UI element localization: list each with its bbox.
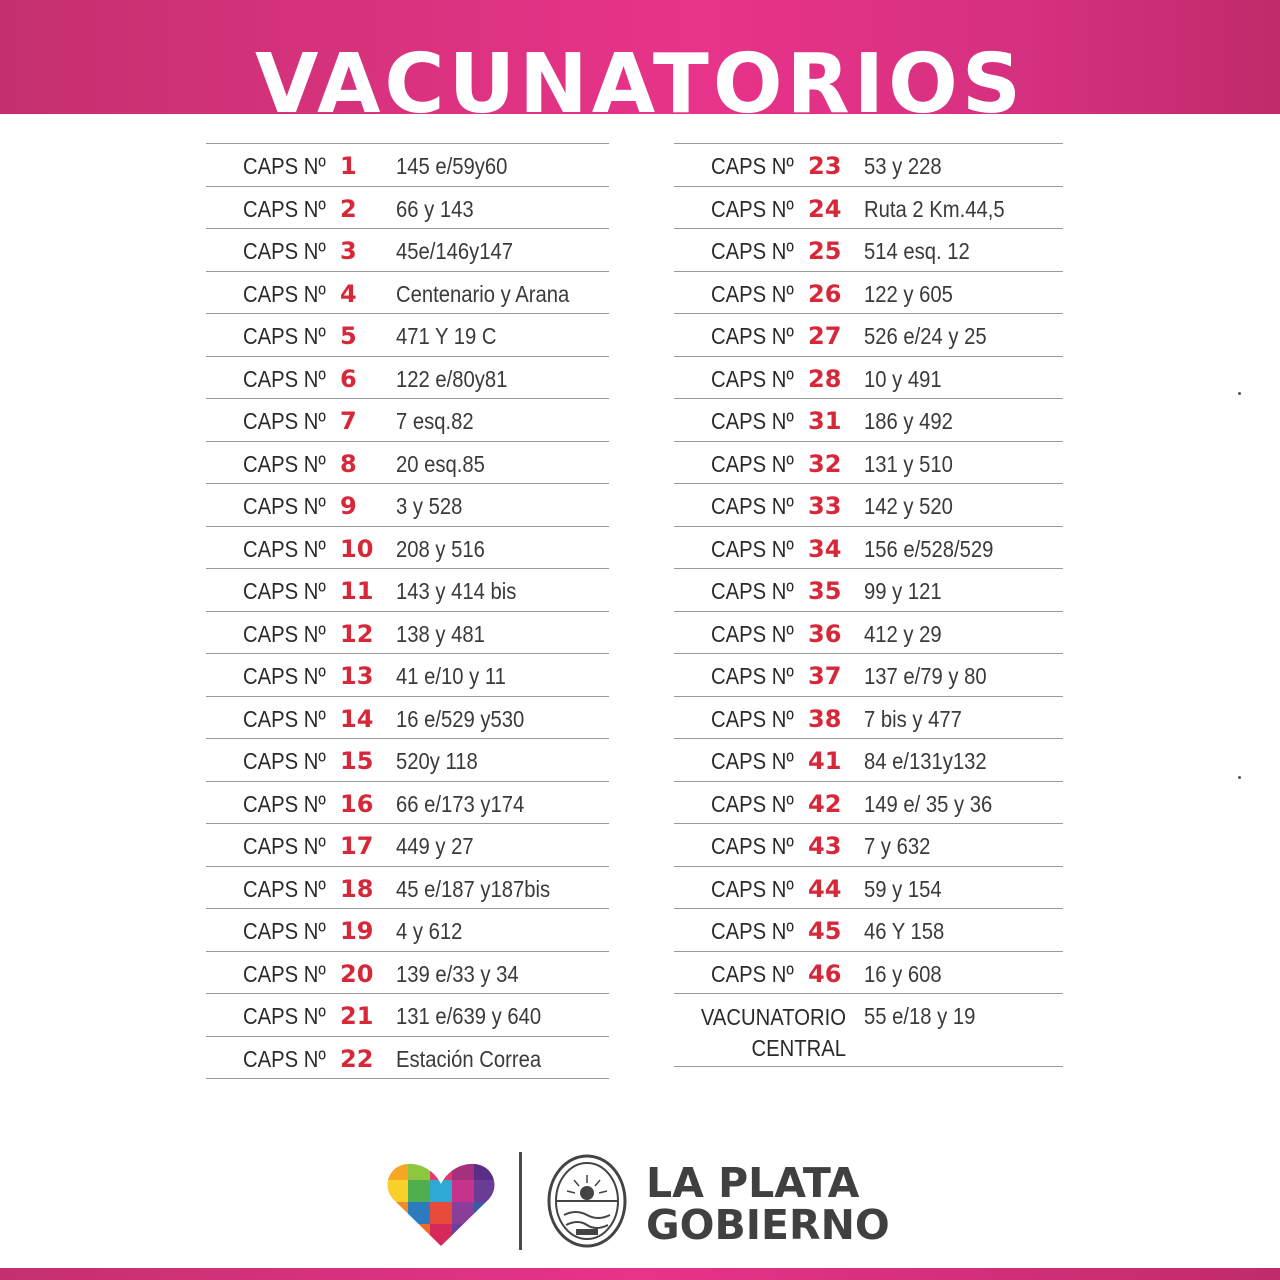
caps-number: 13 [340,662,374,690]
caps-number: 10 [340,534,374,563]
caps-address: 7 bis y 477 [864,705,962,732]
caps-label: CAPS Nº [711,238,794,264]
caps-address: 66 e/173 y174 [396,790,525,817]
caps-address: 514 esq. 12 [864,238,970,264]
list-item [206,612,609,655]
list-item [674,654,1063,697]
heart-logo-icon [386,1158,496,1248]
list-item [206,739,609,782]
caps-address: 149 e/ 35 y 36 [864,790,993,817]
list-item [674,867,1063,910]
right-column-list [674,143,1063,1067]
caps-label: CAPS Nº [243,280,326,307]
list-item [674,527,1063,570]
caps-number: 19 [340,917,374,945]
page-title: VACUNATORIOS [255,37,1025,114]
caps-label: CAPS Nº [243,833,326,859]
list-item [206,144,609,187]
list-item [674,824,1063,867]
list-item [206,314,609,357]
caps-address: 471 Y 19 C [396,323,497,349]
caps-address: Estación Correa [396,1045,542,1072]
list-item [674,484,1063,527]
caps-label: CAPS Nº [711,323,794,349]
caps-number: 11 [340,577,374,605]
caps-address: 66 y 143 [396,195,474,222]
caps-address: 449 y 27 [396,833,474,859]
caps-number: 12 [340,619,374,648]
left-column-list [206,143,609,1079]
caps-address: 16 e/529 y530 [396,705,525,732]
list-item [674,187,1063,230]
list-item [674,952,1063,995]
caps-address: 45e/146y147 [396,238,514,264]
list-item [206,229,609,272]
caps-address: Centenario y Arana [396,280,570,307]
list-item [206,1037,609,1080]
caps-number: 42 [808,789,842,818]
caps-number: 45 [808,917,842,945]
list-item [674,569,1063,612]
list-item [206,442,609,485]
caps-label: CAPS Nº [243,195,326,222]
list-item [206,697,609,740]
caps-address: 520y 118 [396,748,478,774]
brand-name [646,1159,890,1249]
caps-number: 7 [340,407,357,435]
list-item [674,314,1063,357]
caps-number: 41 [808,747,842,775]
caps-number: 8 [340,449,357,478]
list-item [206,399,609,442]
caps-address: 41 e/10 y 11 [396,663,506,689]
caps-label: CAPS Nº [243,493,326,519]
caps-number: 23 [808,152,842,180]
central-label [695,1002,846,1064]
caps-label: CAPS Nº [711,790,794,817]
central-label-line-2: CENTRAL [751,1035,846,1061]
caps-number: 32 [808,449,842,478]
caps-label: CAPS Nº [243,705,326,732]
caps-number: 2 [340,194,357,223]
caps-number: 37 [808,662,842,690]
list-item [674,357,1063,400]
list-item [206,484,609,527]
caps-address: 122 y 605 [864,280,953,307]
caps-address: 143 y 414 bis [396,578,517,604]
caps-label: CAPS Nº [243,238,326,264]
caps-number: 35 [808,577,842,605]
list-item-central [674,994,1063,1067]
caps-label: CAPS Nº [711,833,794,859]
caps-label: CAPS Nº [711,705,794,732]
caps-address: 46 Y 158 [864,918,945,944]
caps-number: 38 [808,704,842,733]
caps-label: CAPS Nº [711,578,794,604]
caps-address: 53 y 228 [864,153,942,179]
list-item [206,867,609,910]
caps-label: CAPS Nº [711,450,794,477]
caps-label: CAPS Nº [243,450,326,477]
caps-label: CAPS Nº [711,195,794,222]
caps-address: 3 y 528 [396,493,463,519]
list-item [674,272,1063,315]
caps-label: CAPS Nº [711,748,794,774]
caps-label: CAPS Nº [711,960,794,987]
caps-label: CAPS Nº [243,153,326,179]
caps-number: 5 [340,322,357,350]
caps-number: 21 [340,1002,374,1030]
caps-address: 208 y 516 [396,535,485,562]
caps-address: 186 y 492 [864,408,953,434]
logo-divider [519,1152,522,1250]
list-item [674,442,1063,485]
caps-address: 142 y 520 [864,493,953,519]
caps-address: 7 esq.82 [396,408,474,434]
caps-label: CAPS Nº [243,535,326,562]
caps-number: 46 [808,959,842,988]
caps-address: 16 y 608 [864,960,942,987]
caps-address: 59 y 154 [864,875,942,902]
list-item [674,144,1063,187]
header-banner [0,0,1280,114]
caps-label: CAPS Nº [711,620,794,647]
caps-address: 10 y 491 [864,365,942,392]
caps-number: 28 [808,364,842,393]
caps-label: CAPS Nº [243,1045,326,1072]
list-item [206,952,609,995]
caps-number: 43 [808,832,842,860]
caps-address: 131 e/639 y 640 [396,1003,542,1029]
caps-address: 526 e/24 y 25 [864,323,987,349]
list-item [674,229,1063,272]
caps-address: 84 e/131y132 [864,748,987,774]
list-item [206,527,609,570]
caps-label: CAPS Nº [711,493,794,519]
caps-label: CAPS Nº [243,1003,326,1029]
caps-label: CAPS Nº [711,535,794,562]
caps-address: 145 e/59y60 [396,153,508,179]
list-item [206,569,609,612]
caps-number: 33 [808,492,842,520]
list-item [674,697,1063,740]
caps-number: 27 [808,322,842,350]
central-label-line-1: VACUNATORIO [700,1004,846,1030]
caps-address: 156 e/528/529 [864,535,994,562]
caps-number: 24 [808,194,842,223]
stray-dot [1238,392,1241,395]
caps-number: 36 [808,619,842,648]
list-item [206,654,609,697]
footer-bar [0,1268,1280,1280]
caps-number: 3 [340,237,357,265]
caps-label: CAPS Nº [243,790,326,817]
caps-label: CAPS Nº [243,918,326,944]
caps-label: CAPS Nº [243,578,326,604]
la-plata-seal-icon [546,1153,628,1249]
brand-line-2: GOBIERNO [646,1201,890,1249]
stray-dot [1238,776,1241,779]
caps-label: CAPS Nº [711,280,794,307]
caps-address: Ruta 2 Km.44,5 [864,195,1005,222]
caps-number: 14 [340,704,374,733]
caps-number: 26 [808,279,842,308]
list-item [206,187,609,230]
brand-line-1: LA PLATA [646,1159,860,1207]
caps-address: 45 e/187 y187bis [396,875,551,902]
caps-address: 7 y 632 [864,833,931,859]
caps-label: CAPS Nº [711,153,794,179]
caps-number: 31 [808,407,842,435]
caps-number: 17 [340,832,374,860]
caps-label: CAPS Nº [711,408,794,434]
caps-label: CAPS Nº [711,663,794,689]
caps-address: 412 y 29 [864,620,942,647]
list-item [674,612,1063,655]
list-item [206,357,609,400]
list-item [206,824,609,867]
caps-address: 137 e/79 y 80 [864,663,987,689]
caps-label: CAPS Nº [243,365,326,392]
caps-label: CAPS Nº [243,748,326,774]
caps-label: CAPS Nº [711,365,794,392]
caps-label: CAPS Nº [711,918,794,944]
list-item [674,782,1063,825]
list-item [674,739,1063,782]
list-item [674,399,1063,442]
caps-label: CAPS Nº [243,663,326,689]
caps-number: 22 [340,1044,374,1073]
caps-address: 4 y 612 [396,918,463,944]
caps-number: 18 [340,874,374,903]
caps-label: CAPS Nº [243,408,326,434]
caps-number: 15 [340,747,374,775]
list-item [674,909,1063,952]
caps-number: 1 [340,152,357,180]
caps-number: 34 [808,534,842,563]
list-item [206,782,609,825]
caps-number: 4 [340,279,357,308]
caps-label: CAPS Nº [711,875,794,902]
caps-number: 9 [340,492,357,520]
caps-label: CAPS Nº [243,875,326,902]
caps-number: 16 [340,789,374,818]
caps-address: 99 y 121 [864,578,942,604]
list-item [206,994,609,1037]
caps-address: 139 e/33 y 34 [396,960,519,987]
central-address: 55 e/18 y 19 [864,1003,976,1029]
caps-address: 138 y 481 [396,620,485,647]
caps-label: CAPS Nº [243,960,326,987]
caps-number: 6 [340,364,357,393]
caps-number: 20 [340,959,374,988]
caps-label: CAPS Nº [243,620,326,647]
caps-address: 131 y 510 [864,450,953,477]
list-item [206,272,609,315]
caps-label: CAPS Nº [243,323,326,349]
caps-number: 25 [808,237,842,265]
caps-number: 44 [808,874,842,903]
caps-address: 122 e/80y81 [396,365,508,392]
caps-address: 20 esq.85 [396,450,485,477]
list-item [206,909,609,952]
